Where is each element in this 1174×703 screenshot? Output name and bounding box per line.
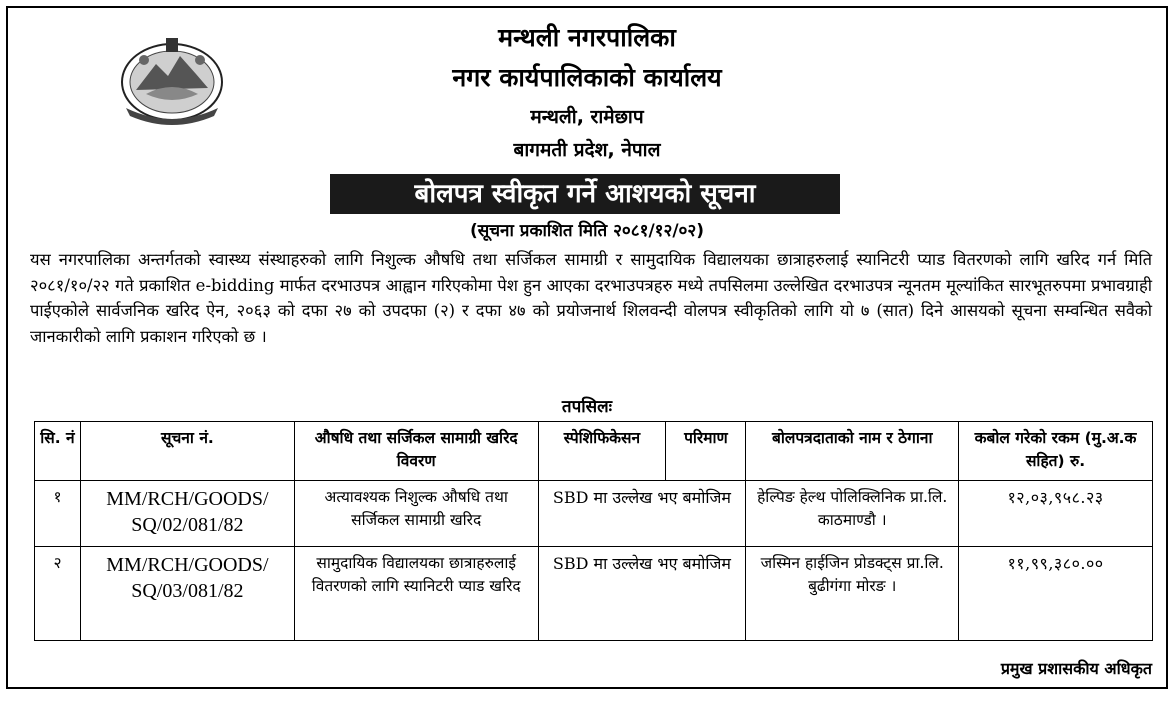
table-header-row [35, 422, 1153, 481]
details-heading: तपसिलः [561, 397, 613, 417]
municipality-name: मन्थली नगरपालिका [498, 23, 676, 52]
cell-specification: SBD मा उल्लेख भए बमोजिम [538, 547, 746, 641]
published-date: (सूचना प्रकाशित मिति २०८१/१२/०२) [469, 221, 704, 241]
cell-bidder: हेल्पिङ हेल्थ पोलिक्लिनिक प्रा.लि. काठमाण्डौ । [746, 481, 959, 547]
cell-sn: १ [35, 481, 81, 547]
col-header-specification: स्पेशिफिकेसन [538, 422, 666, 481]
cell-sn: २ [35, 547, 81, 641]
col-header-description: औषधि तथा सर्जिकल सामाग्री खरिद विवरण [294, 422, 538, 481]
notice-body: यस नगरपालिका अन्तर्गतको स्वास्थ्य संस्थाहरुको लागि निशुल्क औषधि तथा सर्जिकल सामाग्री र सामुदायिक विद्यालयका छात्राहरुलाई स्यानिटरी प्याड वितरणको लागि खरिद गर्न मिति २०८१/१०/२२ गते प्रकाशित e-bidding मार्फत दरभाउपत्र आह्वान गरिएकोमा पेश हुन आएका दरभाउपत्रहरु मध्ये तपसिलमा उल्लेखित दरभाउपत्र न्यूनतम मूल्यांकित सारभूतरुपमा प्रभावग्राही पाईएकोले सार्वजनिक खरिद ऐन, २०६३ को दफा २७ को उपदफा (२) र दफा ४७ को प्रयोजनार्थ शिलवन्दी वोलपत्र स्वीकृतिको लागि यो ७ (सात) दिने आसयको सूचना सम्वन्धित सवैको जानकारीको लागि प्रकाशन गरिएको छ । [30, 250, 1152, 346]
col-header-notice-no: सूचना नं. [80, 422, 294, 481]
col-header-amount: कबोल गरेको रकम (मु.अ.क सहित) रु. [959, 422, 1153, 481]
office-name: नगर कार्यपालिकाको कार्यालय [452, 63, 722, 92]
cell-specification: SBD मा उल्लेख भए बमोजिम [538, 481, 746, 547]
cell-bidder: जस्मिन हाईजिन प्रोडक्ट्स प्रा.लि. बुढीगंगा मोरङ । [746, 547, 959, 641]
cell-description: सामुदायिक विद्यालयका छात्राहरुलाई वितरणको लागि स्यानिटरी प्याड खरिद [294, 547, 538, 641]
col-header-bidder: बोलपत्रदाताको नाम र ठेगाना [746, 422, 959, 481]
bid-details-table [34, 421, 1153, 641]
cell-amount: ११,९९,३८०.०० [959, 547, 1153, 641]
cell-notice-no: MM/RCH/GOODS/ SQ/03/081/82 [80, 547, 294, 641]
notice-title: बोलपत्र स्वीकृत गर्ने आशयको सूचना [330, 174, 840, 214]
signatory-title: प्रमुख प्रशासकीय अधिकृत [1000, 659, 1152, 678]
col-header-quantity: परिमाण [666, 422, 746, 481]
table-row [35, 547, 1153, 641]
office-location: मन्थली, रामेछाप [530, 106, 644, 128]
cell-description: अत्यावश्यक निशुल्क औषधि तथा सर्जिकल सामाग्री खरिद [294, 481, 538, 547]
notice-page [6, 6, 1168, 689]
office-province: बागमती प्रदेश, नेपाल [513, 139, 661, 161]
table-row [35, 481, 1153, 547]
cell-notice-no: MM/RCH/GOODS/ SQ/02/081/82 [80, 481, 294, 547]
cell-amount: १२,०३,९५८.२३ [959, 481, 1153, 547]
col-header-sn: सि. नं [35, 422, 81, 481]
